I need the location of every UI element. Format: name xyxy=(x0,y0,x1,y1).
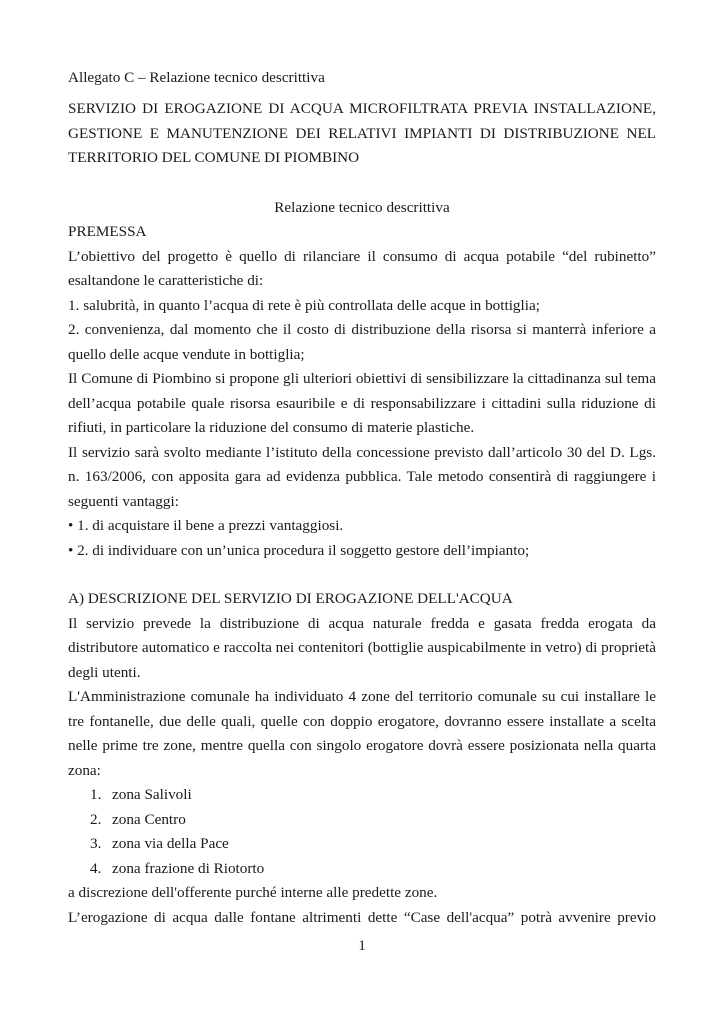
premessa-point-1: 1. salubrità, in quanto l’acqua di rete è più controllata delle acque in bottiglia; xyxy=(68,296,540,314)
list-item-label: zona Salivoli xyxy=(112,786,192,803)
list-item-label: zona Centro xyxy=(112,810,186,828)
list-item-label: zona via della Pace xyxy=(112,835,229,852)
premessa-advantage-1: • 1. di acquistare il bene a prezzi vantaggiosi. xyxy=(68,517,344,534)
annex-heading: Allegato C – Relazione tecnico descrittiva xyxy=(68,69,325,86)
spacer xyxy=(68,171,656,196)
premessa-heading: PREMESSA xyxy=(68,223,147,240)
list-item-number: 2. xyxy=(90,810,102,828)
premessa-advantage-2: • 2. di individuare con un’unica procedura il soggetto gestore dell’impianto; xyxy=(68,541,530,559)
report-title: Relazione tecnico descrittiva xyxy=(274,198,450,216)
premessa-point-2: 2. convenienza, dal momento che il costo di distribuzione della risorsa si manterrà inferiore a quello delle acque vendute in bottiglia; xyxy=(68,321,656,363)
zones-list xyxy=(68,783,656,881)
list-item xyxy=(68,857,656,882)
spacer xyxy=(68,563,656,587)
list-item-number: 1. xyxy=(90,786,102,803)
premessa-intro: L’obiettivo del progetto è quello di rilanciare il consumo di acqua potabile “del rubinetto” esaltandone le caratteristiche di: xyxy=(68,247,656,289)
section-a-heading: A) DESCRIZIONE DEL SERVIZIO DI EROGAZIONE DELL'ACQUA xyxy=(68,590,513,607)
premessa-concession: Il servizio sarà svolto mediante l’istituto della concessione previsto dall’articolo 30 del D. Lgs. n. 163/2006, con apposita gara ad evidenza pubblica. Tale metodo consentirà di raggiungere i seguenti vantaggi: xyxy=(68,443,656,510)
section-a-paragraph-2: L'Amministrazione comunale ha individuato 4 zone del territorio comunale su cui installare le tre fontanelle, due delle quali, quelle con doppio erogatore, dovranno essere installate a scelta nelle prime tre zone, mentre quella con singolo erogatore dovrà essere posizionata nella quarta zona: xyxy=(68,688,656,779)
list-item-label: zona frazione di Riotorto xyxy=(112,859,265,877)
list-item xyxy=(68,808,656,833)
section-a-paragraph-4: L’erogazione di acqua dalle fontane altrimenti dette “Case dell'acqua” potrà avvenire previo xyxy=(68,908,656,926)
list-item xyxy=(68,783,656,808)
service-title: SERVIZIO DI EROGAZIONE DI ACQUA MICROFILTRATA PREVIA INSTALLAZIONE, GESTIONE E MANUTENZIONE DEI RELATIVI IMPIANTI DI DISTRIBUZIONE NEL TERRITORIO DEL COMUNE DI PIOMBINO xyxy=(68,100,656,166)
list-item-number: 4. xyxy=(90,859,102,877)
page-content xyxy=(68,66,656,930)
premessa-objectives: Il Comune di Piombino si propone gli ulteriori obiettivi di sensibilizzare la cittadinanza sul tema dell’acqua potabile quale risorsa esauribile e di responsabilizzare i cittadini sulla riduzione di rifiuti, in particolare la riduzione del consumo di materie plastiche. xyxy=(68,370,656,436)
page-number: 1 xyxy=(358,937,366,954)
section-a-paragraph-3: a discrezione dell'offerente purché interne alle predette zone. xyxy=(68,884,438,901)
list-item xyxy=(68,832,656,857)
section-a-paragraph-1: Il servizio prevede la distribuzione di acqua naturale fredda e gasata fredda erogata da distributore automatico e raccolta nei contenitori (bottiglie auspicabilmente in vetro) di proprietà degli utenti. xyxy=(68,614,656,681)
list-item-number: 3. xyxy=(90,835,102,852)
